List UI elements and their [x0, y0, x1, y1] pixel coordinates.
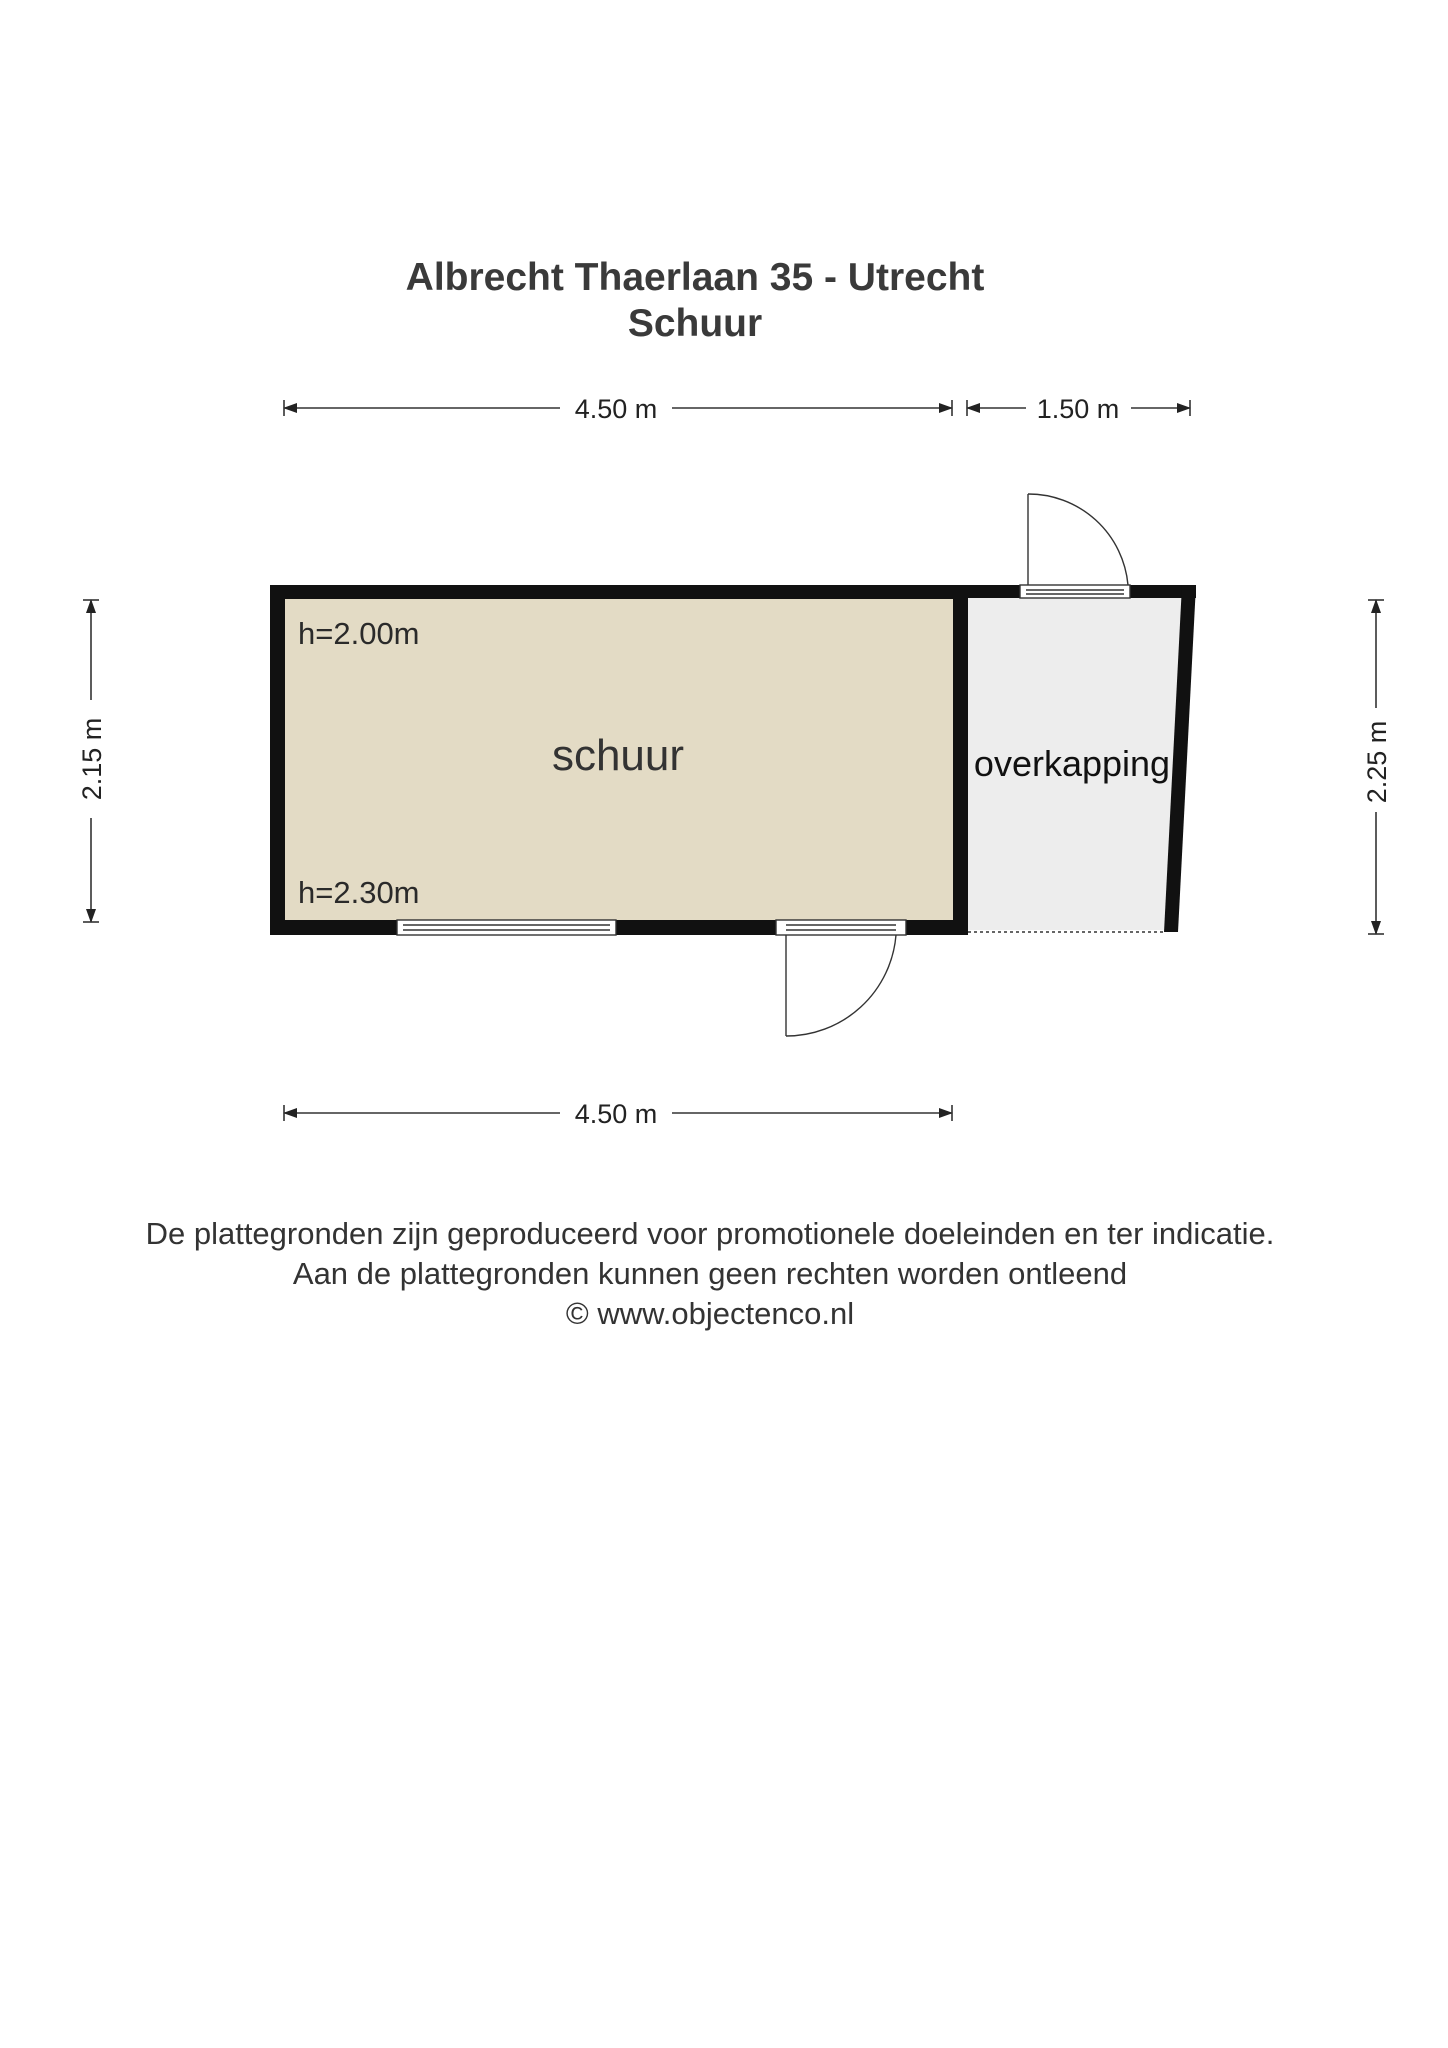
- disclaimer-line-1: De plattegronden zijn geproduceerd voor promotionele doeleinden en ter indicatie.: [145, 1216, 1275, 1251]
- schuur-height-top: h=2.00m: [298, 616, 420, 651]
- dimension-right: [1362, 600, 1392, 934]
- dimension-top-right-label: 1.50 m: [1036, 394, 1120, 424]
- overkapping-room-label: overkapping: [973, 743, 1171, 784]
- dimension-top-left-label: 4.50 m: [574, 394, 658, 424]
- schuur-door: [776, 920, 906, 1036]
- dimension-bottom-label: 4.50 m: [574, 1099, 658, 1129]
- overkapping-door: [1020, 494, 1130, 598]
- disclaimer-line-2: Aan de plattegronden kunnen geen rechten worden ontleend: [292, 1256, 1128, 1291]
- dimension-left-label: 2.15 m: [77, 717, 107, 801]
- dimension-top-right: [967, 394, 1190, 424]
- schuur-room-label: schuur: [551, 731, 685, 780]
- dimension-left: [77, 600, 107, 922]
- plan-title: Albrecht Thaerlaan 35 - Utrecht: [405, 256, 985, 299]
- dimension-top-left: [284, 394, 952, 424]
- schuur-height-bottom: h=2.30m: [298, 875, 420, 910]
- disclaimer-line-3: © www.objectenco.nl: [565, 1296, 855, 1331]
- dimension-right-label: 2.25 m: [1362, 720, 1392, 804]
- dimension-bottom: [284, 1099, 952, 1129]
- schuur-window: [397, 920, 616, 935]
- plan-subtitle: Schuur: [627, 302, 763, 345]
